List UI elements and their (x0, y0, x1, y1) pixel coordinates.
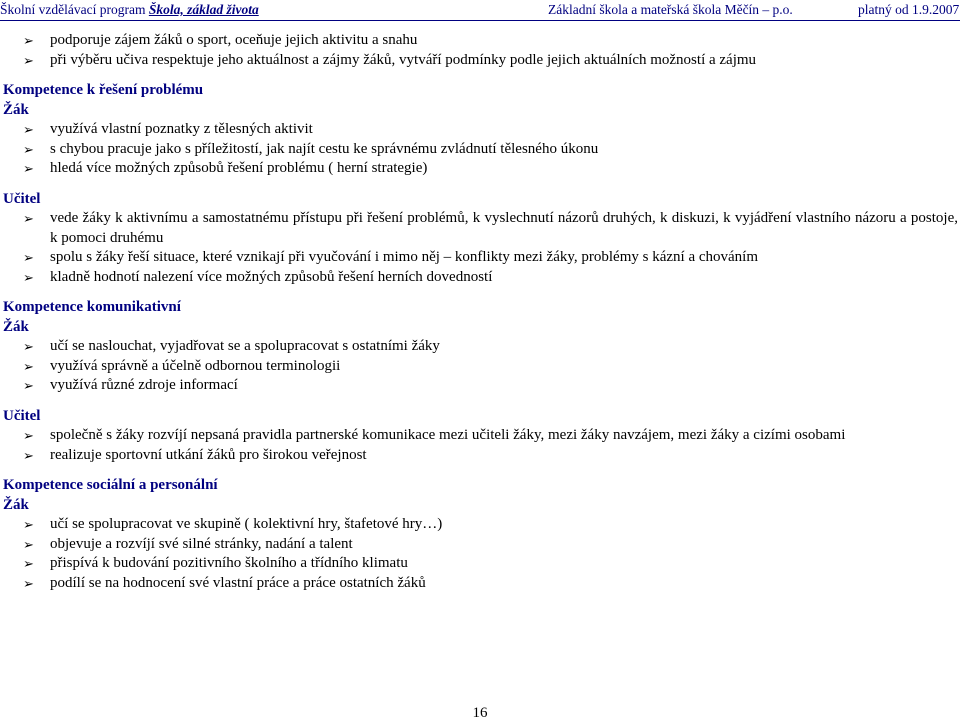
spacer (3, 396, 958, 407)
section-title: Kompetence sociální a personální (3, 477, 218, 493)
list-item (3, 140, 958, 160)
list-item-text: podporuje zájem žáků o sport, oceňuje jejich aktivitu a snahu (50, 32, 418, 48)
list-item (3, 51, 958, 71)
arrow-bullet-icon: ➢ (23, 517, 34, 532)
arrow-bullet-icon: ➢ (23, 339, 34, 354)
arrow-bullet-icon: ➢ (23, 378, 34, 393)
list-item (3, 574, 958, 594)
teacher-list (3, 209, 958, 287)
program-prefix: Školní vzdělávací program (0, 2, 146, 17)
list-item (3, 159, 958, 179)
student-list (3, 337, 958, 396)
student-label: Žák (3, 496, 29, 513)
list-item (3, 554, 958, 574)
spacer (3, 465, 958, 476)
arrow-bullet-icon: ➢ (23, 161, 34, 176)
header-divider (0, 20, 960, 21)
arrow-bullet-icon: ➢ (23, 33, 34, 48)
list-item (3, 31, 958, 51)
arrow-bullet-icon: ➢ (23, 122, 34, 137)
program-title (0, 0, 259, 20)
list-item-text: využívá vlastní poznatky z tělesných aktivit (50, 121, 313, 137)
arrow-bullet-icon: ➢ (23, 269, 34, 285)
list-item-text: přispívá k budování pozitivního školního a třídního klimatu (50, 555, 408, 571)
list-item (3, 426, 958, 446)
list-item-text: využívá různé zdroje informací (50, 377, 238, 393)
list-item (3, 337, 958, 357)
school-name: Základní škola a mateřská škola Měčín – p.o. (548, 2, 793, 17)
arrow-bullet-icon: ➢ (23, 250, 34, 265)
list-item-text: s chybou pracuje jako s příležitostí, jak najít cestu ke správnému zvládnutí tělesného úkonu (50, 140, 599, 157)
list-item-text: učí se naslouchat, vyjadřovat se a spolupracovat s ostatními žáky (50, 338, 440, 354)
list-item-text: společně s žáky rozvíjí nepsaná pravidla partnerské komunikace mezi učiteli žáky, mezi žáky navzájem, mezi žáky a cizími osobami (50, 427, 846, 443)
spacer (3, 179, 958, 190)
program-name: Škola, základ života (148, 2, 259, 17)
student-list (3, 515, 958, 593)
list-item (3, 446, 958, 466)
list-item-text: spolu s žáky řeší situace, které vznikají při vyučování i mimo něj – konflikty mezi žáky, problémy s kázní a chováním (50, 249, 759, 265)
list-item-text: vede žáky k aktivnímu a samostatnému přístupu při řešení problémů, k vyslechnutí názorů druhých, k diskuzi, k vyjádření vlastního názoru a postoje, k pomoci druhému (50, 210, 958, 246)
list-item (3, 209, 958, 248)
arrow-bullet-icon: ➢ (23, 428, 34, 443)
teacher-list (3, 426, 958, 465)
list-item-text: při výběru učiva respektuje jeho aktuálnost a zájmy žáků, vytváří podmínky podle jejich aktuálních možností a zájmu (50, 51, 757, 68)
page-header (0, 0, 960, 20)
spacer (3, 70, 958, 81)
list-item-text: objevuje a rozvíjí své silné stránky, nadání a talent (50, 535, 353, 552)
arrow-bullet-icon: ➢ (23, 536, 34, 552)
list-item-text: využívá správně a účelně odbornou terminologii (50, 357, 341, 374)
student-label: Žák (3, 101, 29, 118)
page-number: 16 (472, 705, 488, 721)
list-item (3, 515, 958, 535)
list-item-text: učí se spolupracovat ve skupině ( kolektivní hry, štafetové hry…) (50, 516, 443, 532)
intro-list (3, 31, 958, 70)
spacer (3, 287, 958, 298)
teacher-label: Učitel (3, 190, 41, 207)
list-item-text: hledá více možných způsobů řešení problému ( herní strategie) (50, 160, 428, 176)
arrow-bullet-icon: ➢ (23, 211, 34, 226)
list-item (3, 376, 958, 396)
list-item (3, 357, 958, 377)
list-item (3, 535, 958, 555)
arrow-bullet-icon: ➢ (23, 141, 34, 157)
arrow-bullet-icon: ➢ (23, 556, 34, 571)
list-item (3, 120, 958, 140)
list-item-text: kladně hodnotí nalezení více možných způsobů řešení herních dovedností (50, 268, 493, 285)
list-item-text: podílí se na hodnocení své vlastní práce a práce ostatních žáků (50, 574, 426, 591)
document-body (3, 31, 958, 593)
section-title: Kompetence k řešení problému (3, 82, 204, 98)
arrow-bullet-icon: ➢ (23, 575, 34, 591)
list-item-text: realizuje sportovní utkání žáků pro širokou veřejnost (50, 446, 367, 463)
list-item (3, 248, 958, 268)
arrow-bullet-icon: ➢ (23, 358, 34, 374)
section-title: Kompetence komunikativní (3, 299, 181, 315)
student-label: Žák (3, 318, 29, 335)
arrow-bullet-icon: ➢ (23, 447, 34, 463)
list-item (3, 268, 958, 288)
validity-date: platný od 1.9.2007 (858, 2, 960, 17)
student-list (3, 120, 958, 179)
arrow-bullet-icon: ➢ (23, 52, 34, 68)
teacher-label: Učitel (3, 407, 41, 424)
